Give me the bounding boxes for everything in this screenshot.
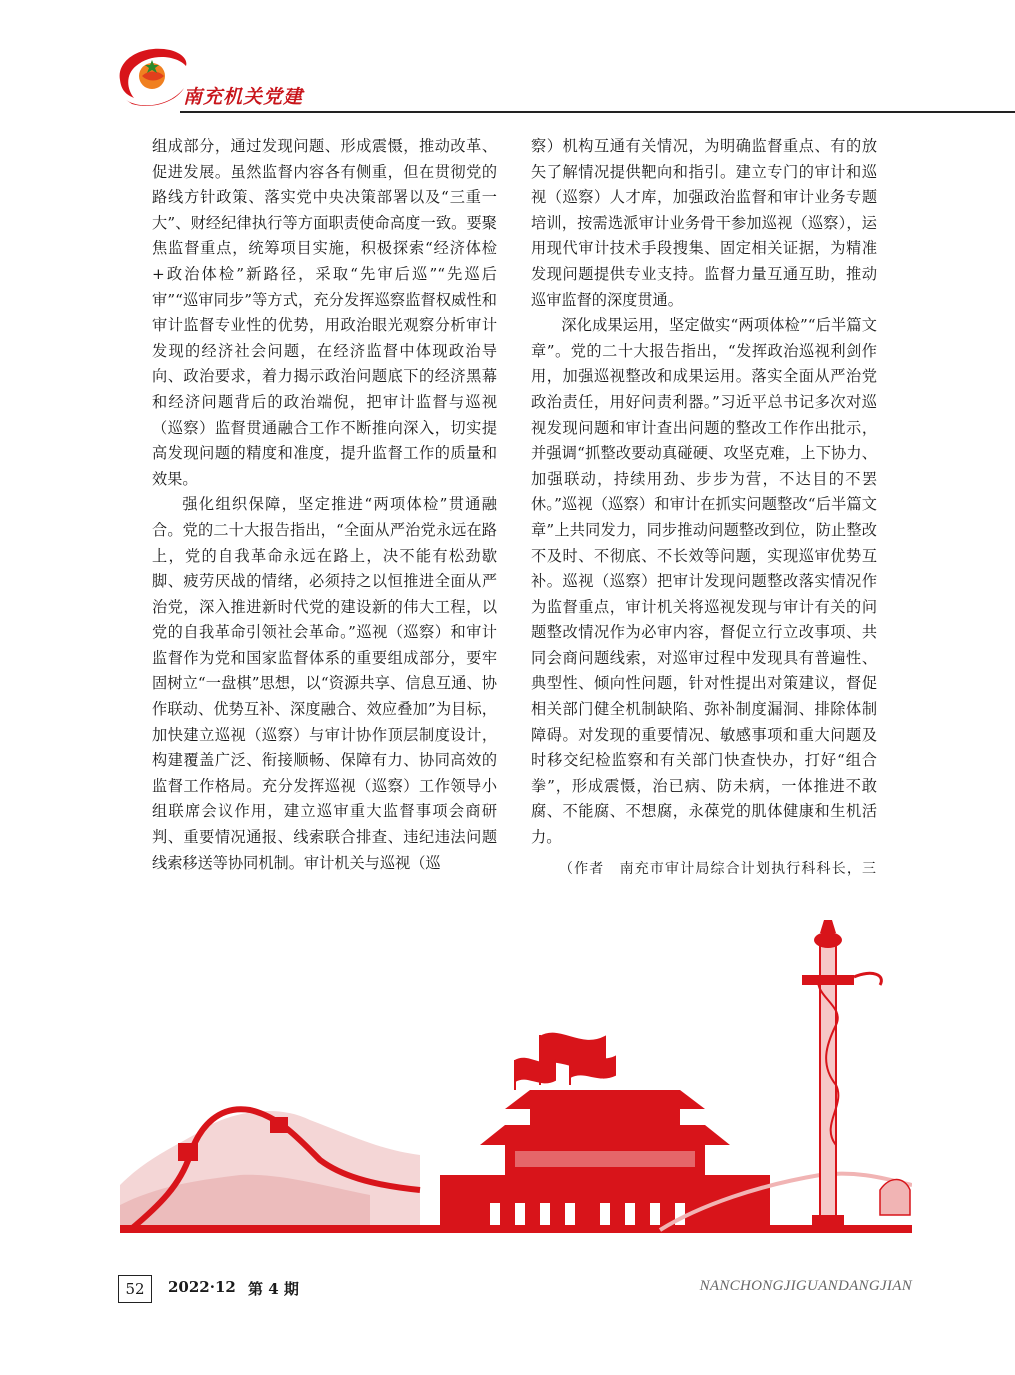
page-footer (0, 1268, 1015, 1308)
header-rule (180, 111, 1015, 113)
article-column-left (152, 134, 497, 876)
footer-brand: NANCHONGJIGUANDANGJIAN (699, 1278, 912, 1294)
paragraph: 深化成果运用，坚定做实“两项体检”“后半篇文章”。党的二十大报告指出，“发挥政治巡视利剑作用，加强巡视整改和成果运用。落实全面从严治党政治责任，用好问责利器。”习近平总书记多次对巡视发现问题和审计查出问题的整改工作作出批示，并强调“抓整改要动真碰硬、攻坚克难，上下协力、加强联动，持续用劲、步步为营，不达目的不罢休。”巡视（巡察）和审计在抓实问题整改“后半篇文章”上共同发力，同步推动问题整改到位，防止整改不及时、不彻底、不长效等问题，实现巡审优势互补。巡视（巡察）把审计发现问题整改落实情况作为监督重点，审计机关将巡视发现与审计有关的问题整改情况作为必审内容，督促立行立改事项、共同会商问题线索，对巡审过程中发现具有普遍性、典型性、倾向性问题，针对性提出对策建议，督促相关部门健全机制缺陷、弥补制度漏洞、排除体制障碍。对发现的重要情况、敏感事项和重大问题及时移交纪检监察和有关部门快查快办，打好“组合拳”，形成震慑，治已病、防未病，一体推进不敢腐、不能腐、不想腐，永葆党的肌体健康和生机活力。 (531, 316, 877, 847)
page-header (0, 0, 1015, 120)
issue-number: 第 4 期 (248, 1280, 299, 1298)
author-note: （作者 南充市审计局综合计划执行科科长，三 (559, 860, 877, 877)
magazine-logo (112, 40, 192, 112)
paragraph: 强化组织保障，坚定推进“两项体检”贯通融合。党的二十大报告指出，“全面从严治党永远在路上，党的自我革命永远在路上，决不能有松劲歇脚、疲劳厌战的情绪，必须持之以恒推进全面从严治党，深入推进新时代党的建设新的伟大工程，以党的自我革命引领社会革命。”巡视（巡察）和审计监督作为党和国家监督体系的重要组成部分，要牢固树立“一盘棋”思想，以“资源共享、信息互通、协作联动、优势互补、深度融合、效应叠加”为目标，加快建立巡视（巡察）与审计协作顶层制度设计，构建覆盖广泛、衔接顺畅、保障有力、协同高效的监督工作格局。充分发挥巡视（巡察）工作领导小组联席会议作用，建立巡审重大监督事项会商研判、重要情况通报、线索联合排查、违纪违法问题线索移送等协同机制。审计机关与巡视（巡 (152, 495, 497, 872)
paragraph: 察）机构互通有关情况，为明确监督重点、有的放矢了解情况提供靶向和指引。建立专门的审计和巡视（巡察）人才库，加强政治监督和审计业务专题培训，按需选派审计业务骨干参加巡视（巡察），运用现代审计技术手段搜集、固定相关证据，为精准发现问题提供专业支持。监督力量互通互助，推动巡审监督的深度贯通。 (531, 137, 877, 309)
paragraph: 组成部分，通过发现问题、形成震慑，推动改革、促进发展。虽然监督内容各有侧重，但在贯彻党的路线方针政策、落实党中央决策部署以及“三重一大”、财经纪律执行等方面职责使命高度一致。要聚焦监督重点，统筹项目实施，积极探索“经济体检+政治体检”新路径，采取“先审后巡”“先巡后审”“巡审同步”等方式，充分发挥巡察监督权威性和审计监督专业性的优势，用政治眼光观察分析审计发现的经济社会问题，在经济监督中体现政治导向、政治要求，着力揭示政治问题底下的经济黑幕和经济问题背后的政治端倪，把审计监督与巡视（巡察）监督贯通融合工作不断推向深入，切实提高发现问题的精度和准度，提升监督工作的质量和效果。 (152, 137, 497, 488)
page-number: 52 (118, 1275, 152, 1303)
article-column-right (531, 134, 877, 908)
tiananmen-greatwall-illustration (120, 885, 912, 1233)
issue-date: 2022·12 (168, 1278, 236, 1296)
magazine-title: 南充机关党建 (183, 86, 304, 108)
